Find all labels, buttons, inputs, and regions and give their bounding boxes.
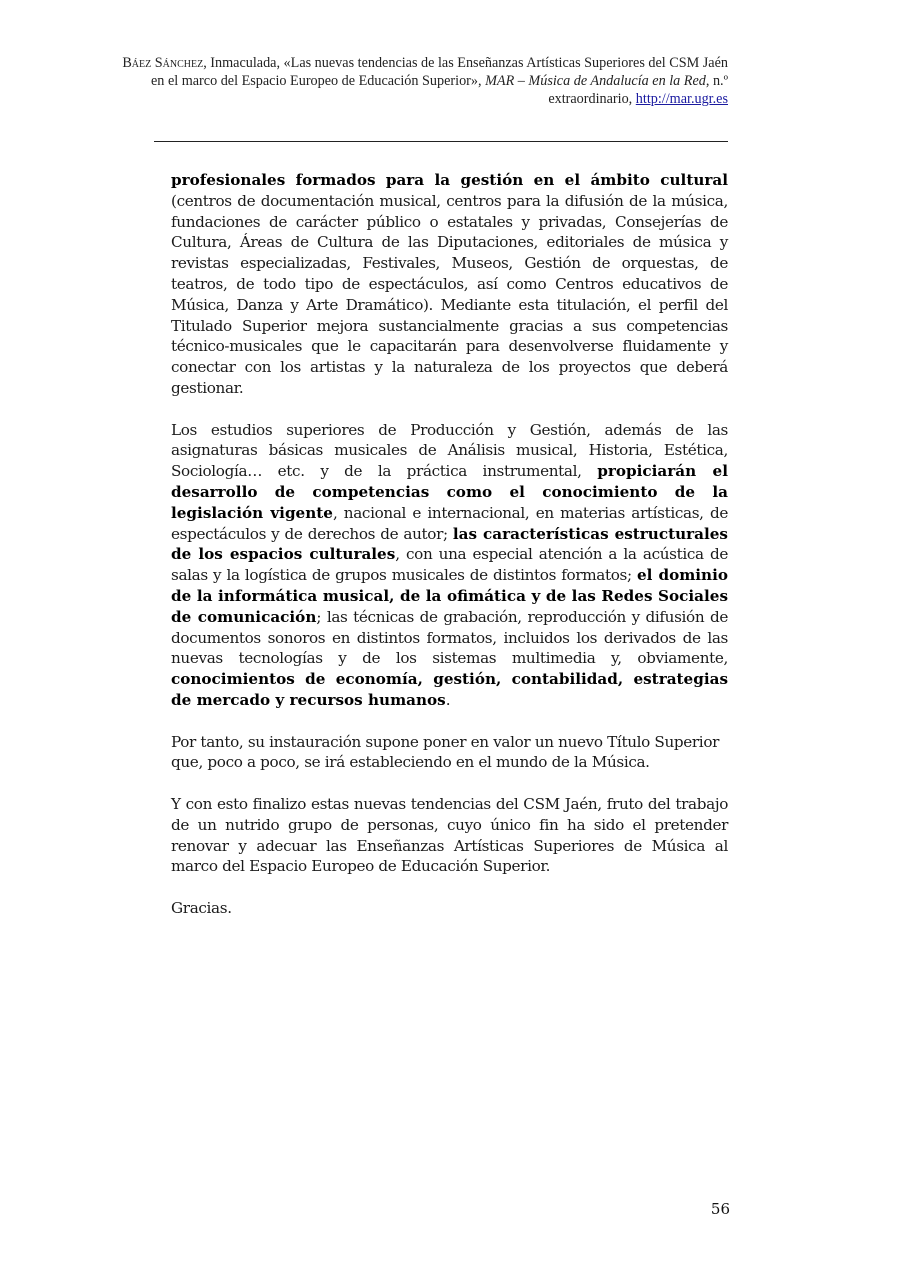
paragraph-5: Gracias. bbox=[171, 898, 232, 917]
citation-text: , Inmaculada, «Las nuevas tendencias de las Enseñanzas Artísticas Superiores del CSM Jaén en el marco del Espacio Europeo de Educación Superior», bbox=[151, 55, 728, 89]
text-span: ; las técnicas de grabación, reproducción y difusión de documentos sonoros en distintos formatos, incluidos los derivados de las nuevas tecnologías y de los sistemas multimedia y, obviamente, bbox=[171, 607, 728, 668]
bold-phrase: las características estructurales de los espacios culturales bbox=[171, 524, 728, 564]
header-divider bbox=[154, 141, 728, 142]
citation-issue: , n.º extraordinario, bbox=[548, 73, 728, 107]
bold-phrase: el dominio de la informática musical, de la ofimática y de las Redes Sociales de comunicación bbox=[171, 566, 728, 626]
citation-author: Báez Sánchez bbox=[122, 55, 204, 71]
bold-phrase: profesionales formados para la gestión en el ámbito cultural bbox=[171, 171, 728, 189]
citation-journal: MAR – Música de Andalucía en la Red bbox=[485, 73, 706, 89]
text-span: . bbox=[445, 690, 451, 709]
main-text bbox=[171, 170, 728, 939]
text-span: , nacional e internacional, en materias artísticas, de espectáculos y de derechos de autor; bbox=[171, 503, 728, 543]
paragraph-2 bbox=[171, 420, 728, 711]
text-span: (centros de documentación musical, centros para la difusión de la música, fundaciones de carácter público o estatales y privadas, Consejerías de Cultura, Áreas de Cultura de las Diputaciones, editoriales de música y revistas especializadas, Festivales, Museos, Gestión de orquestas, de teatros, de todo tipo de espectáculos, así como Centros educativos de Música, Danza y Arte Dramático). Mediante esta titulación, el perfil del Titulado Superior mejora sustancialmente gracias a sus competencias técnico-musicales que le capacitarán para desenvolverse fluidamente y conectar con los artistas y la naturaleza de los proyectos que deberá gestionar. bbox=[171, 191, 728, 397]
paragraph-4: Y con esto finalizo estas nuevas tendencias del CSM Jaén, fruto del trabajo de un nutrido grupo de personas, cuyo único fin ha sido el pretender renovar y adecuar las Enseñanzas Artísticas Superiores de Música al marco del Espacio Europeo de Educación Superior. bbox=[171, 794, 728, 876]
text-span: , con una especial atención a la acústica de salas y la logística de grupos musicales de distintos formatos; bbox=[171, 545, 729, 585]
text-span: Los estudios superiores de Producción y Gestión, además de las asignaturas básicas musicales de Análisis musical, Historia, Estética, Sociología… etc. y de la práctica instrumental, bbox=[171, 420, 728, 481]
bold-phrase: conocimientos de economía, gestión, contabilidad, estrategias de mercado y recursos humanos bbox=[171, 670, 728, 709]
bold-phrase: propiciarán el desarrollo de competencias como el conocimiento de la legislación vigente bbox=[171, 462, 728, 522]
citation-header bbox=[120, 54, 728, 108]
citation-url-link[interactable]: http://mar.ugr.es bbox=[635, 91, 728, 107]
paragraph-3: Por tanto, su instauración supone poner en valor un nuevo Título Superior que, poco a poco, se irá estableciendo en el mundo de la Música. bbox=[171, 732, 720, 772]
page-number: 56 bbox=[710, 1200, 730, 1218]
paragraph-1 bbox=[171, 170, 728, 399]
